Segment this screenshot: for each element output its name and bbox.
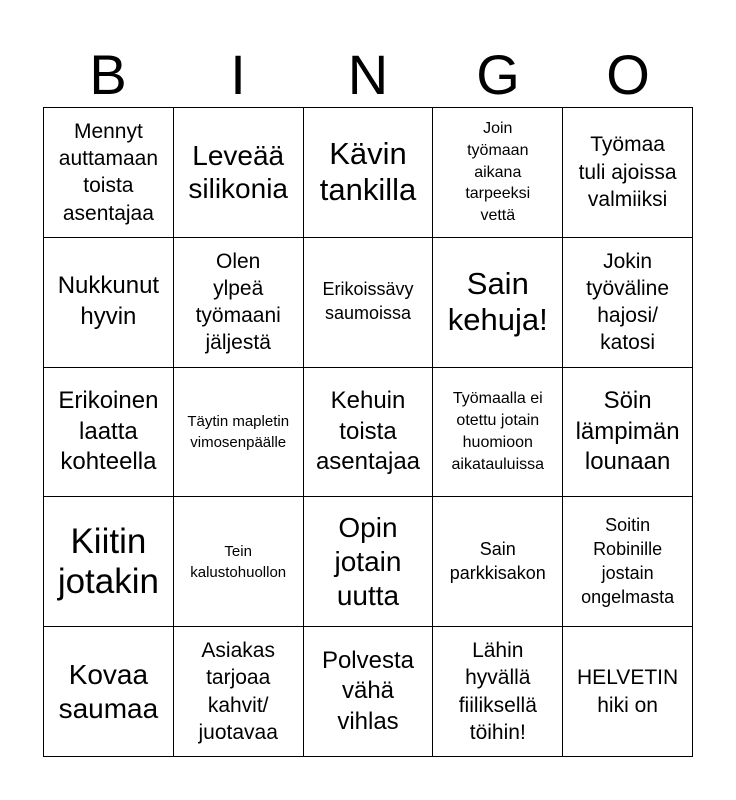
bingo-cell-r4c1[interactable] (174, 627, 304, 757)
bingo-cell-text: Nukkunut hyvin (57, 272, 160, 331)
bingo-cell-r4c3[interactable] (433, 627, 563, 757)
bingo-cell-r3c4[interactable] (563, 497, 693, 627)
bingo-cell-text: Olen ylpeä työmaani jäljestä (195, 249, 281, 355)
bingo-cell-text: Asiakas tarjoaa kahvit/ juotavaa (198, 639, 278, 744)
bingo-cell-r4c2[interactable] (304, 627, 434, 757)
bingo-cell-text: Mennyt auttamaan toista asentajaa (58, 119, 159, 225)
bingo-cell-r1c3[interactable] (433, 238, 563, 368)
bingo-cell-text: Jokin työväline hajosi/ katosi (586, 249, 670, 355)
bingo-cell-r1c2[interactable] (304, 238, 434, 368)
bingo-board (43, 107, 693, 757)
bingo-cell-r4c0[interactable] (44, 627, 174, 757)
bingo-cell-r3c3[interactable] (433, 497, 563, 627)
bingo-cell-text: Kehuin toista asentajaa (315, 386, 421, 476)
bingo-cell-r0c4[interactable] (563, 108, 693, 238)
bingo-cell-r2c3[interactable] (433, 368, 563, 498)
bingo-cell-r2c0[interactable] (44, 368, 174, 498)
bingo-cell-text: Kiitin jotakin (57, 521, 159, 601)
bingo-cell-text: Täytin mapletin vimosenpäälle (187, 412, 290, 451)
bingo-cell-text: Kävin tankilla (319, 135, 417, 208)
bingo-cell-r1c1[interactable] (174, 238, 304, 368)
bingo-cell-text: Polvesta vähä vihlas (321, 646, 415, 735)
header-letter-o: O (606, 43, 650, 106)
bingo-cell-r2c4[interactable] (563, 368, 693, 498)
bingo-cell-r2c2[interactable] (304, 368, 434, 498)
bingo-cell-text: Sain parkkisakon (449, 539, 546, 583)
bingo-cell-r1c4[interactable] (563, 238, 693, 368)
bingo-cell-text: Opin jotain uutta (334, 512, 402, 611)
bingo-cell-r4c4[interactable] (563, 627, 693, 757)
bingo-cell-r0c3[interactable] (433, 108, 563, 238)
bingo-cell-r3c0[interactable] (44, 497, 174, 627)
bingo-cell-text: Erikoinen laatta kohteella (58, 386, 159, 476)
bingo-cell-text: Erikoissävy saumoissa (322, 279, 414, 324)
bingo-cell-text: Leveää silikonia (188, 139, 288, 205)
bingo-cell-text: Sain kehuja! (447, 265, 548, 338)
bingo-cell-r0c0[interactable] (44, 108, 174, 238)
bingo-cell-r1c0[interactable] (44, 238, 174, 368)
header-letter-g: G (476, 43, 520, 106)
bingo-cell-text: Kovaa saumaa (58, 659, 159, 724)
bingo-cell-r0c2[interactable] (304, 108, 434, 238)
header-letter-i: I (230, 43, 246, 106)
bingo-cell-text: Tein kalustohuollon (190, 542, 287, 581)
bingo-cell-text: Työmaalla ei otettu jotain huomioon aikatauluissa (451, 390, 545, 473)
bingo-header (43, 42, 693, 108)
bingo-cell-text: Lähin hyvällä fiiliksellä töihin! (458, 639, 537, 744)
bingo-cell-text: Soitin Robinille jostain ongelmasta (581, 515, 675, 607)
bingo-cell-r2c1[interactable] (174, 368, 304, 498)
bingo-cell-r3c2[interactable] (304, 497, 434, 627)
bingo-cell-text: HELVETIN hiki on (577, 666, 679, 717)
bingo-cell-text: Join työmaan aikana tarpeeksi vettä (465, 120, 531, 225)
bingo-cell-text: Söin lämpimän lounaan (575, 386, 680, 476)
bingo-cell-r0c1[interactable] (174, 108, 304, 238)
bingo-cell-text: Työmaa tuli ajoissa valmiiksi (578, 133, 677, 212)
header-letter-n: N (347, 43, 389, 106)
bingo-cell-r3c1[interactable] (174, 497, 304, 627)
header-letter-b: B (89, 43, 127, 106)
